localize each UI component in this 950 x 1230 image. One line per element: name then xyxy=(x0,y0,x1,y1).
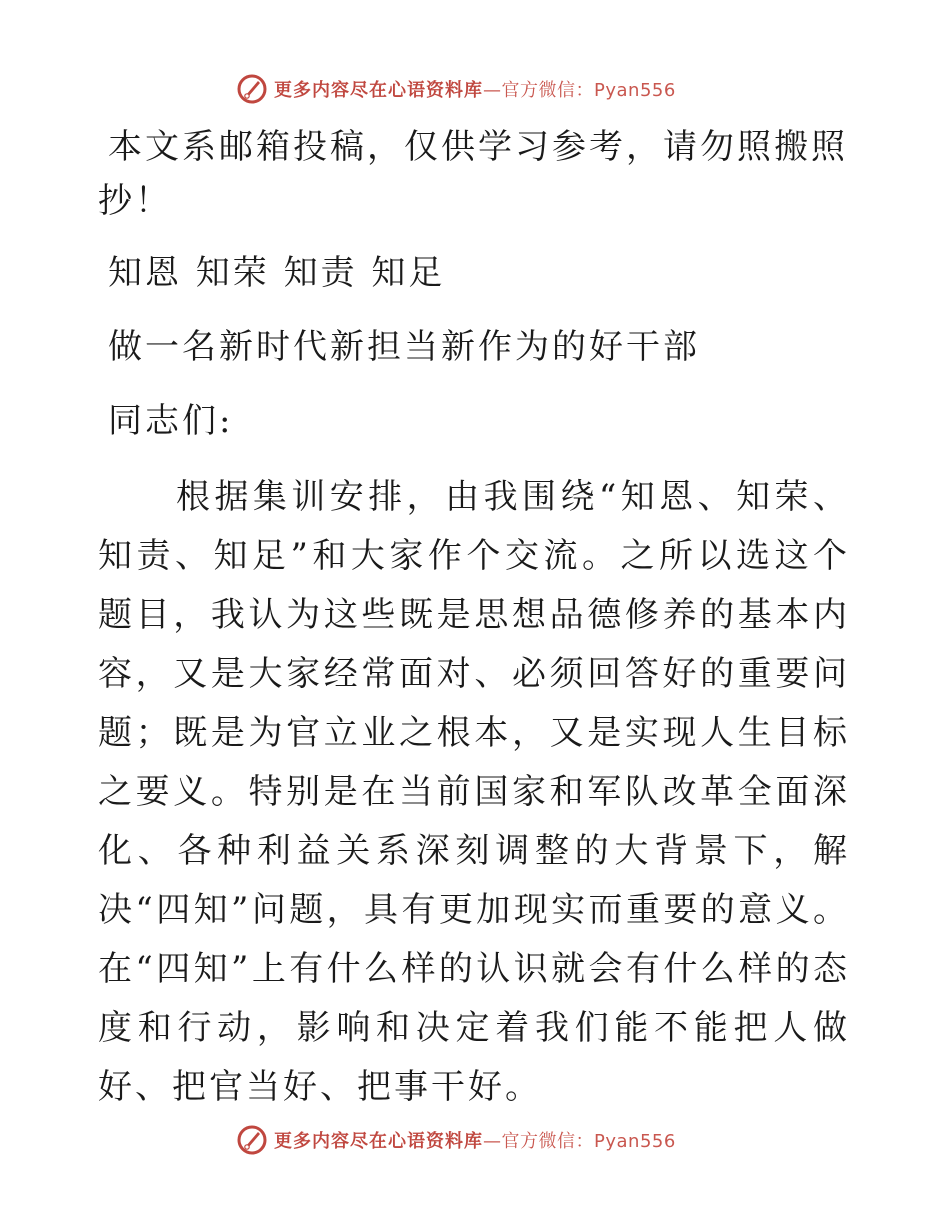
notice-line-2: 抄！ xyxy=(98,181,172,221)
notice-line-1: 本文系邮箱投稿，仅供学习参考，请勿照搬照 xyxy=(108,127,848,167)
logo-icon xyxy=(236,73,268,105)
document-body xyxy=(98,120,858,1117)
watermark-dash: — xyxy=(483,80,502,101)
watermark-text xyxy=(274,1127,676,1153)
salutation: 同志们: xyxy=(108,401,234,441)
watermark-footer xyxy=(236,1123,716,1157)
watermark-text xyxy=(274,76,676,102)
watermark-header xyxy=(236,72,716,106)
watermark-dash: — xyxy=(483,1131,502,1152)
watermark-contact: 官方微信：Pyan556 xyxy=(501,80,676,101)
document-subtitle: 知恩 知荣 知责 知足 xyxy=(108,253,446,293)
watermark-emphasis: 更多内容尽在心语资料库 xyxy=(274,1131,483,1152)
body-paragraph: 根据集训安排，由我围绕“知恩、知荣、知责、知足”和大家作个交流。之所以选这个题目，我认为这些既是思想品德修养的基本内容，又是大家经常面对、必须回答好的重要问题；既是为官立业之根本，又是实现人生目标之要义。特别是在当前国家和军队改革全面深化、各种利益关系深刻调整的大背景下，解决“四知”问题，具有更加现实而重要的意义。在“四知”上有什么样的认识就会有什么样的态度和行动，影响和决定着我们能不能把人做好、把官当好、把事干好。 xyxy=(98,477,850,1107)
watermark-emphasis: 更多内容尽在心语资料库 xyxy=(274,80,483,101)
logo-icon xyxy=(236,1124,268,1156)
watermark-contact: 官方微信：Pyan556 xyxy=(501,1131,676,1152)
document-title: 做一名新时代新担当新作为的好干部 xyxy=(108,327,700,367)
